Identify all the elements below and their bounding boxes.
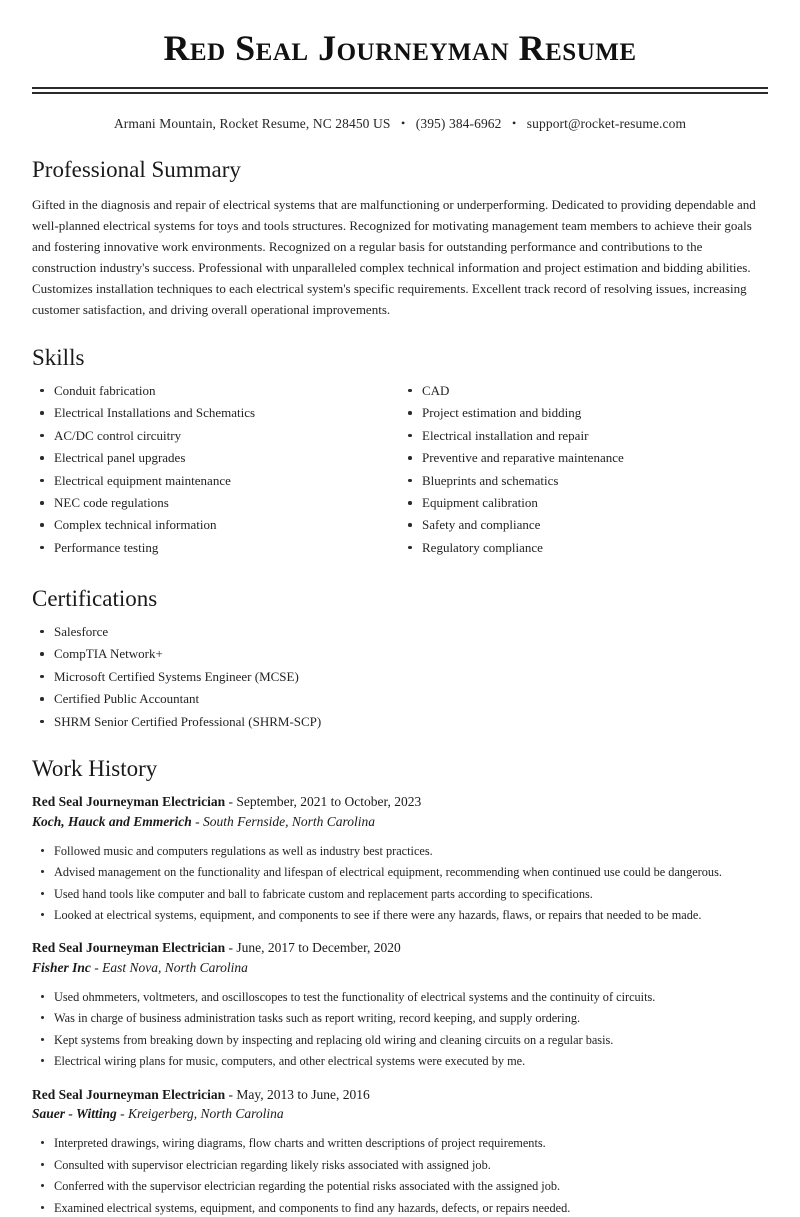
job-bullet-list	[32, 988, 768, 1071]
skills-list-left	[32, 382, 400, 557]
contact-separator-1: •	[400, 116, 406, 131]
work-history-list	[32, 792, 768, 1217]
work-history-entry	[32, 1085, 768, 1217]
list-item: Conferred with the supervisor electrician regarding the potential risks associated with the assigned job.	[32, 1177, 768, 1195]
contact-line	[32, 116, 768, 132]
job-company: Sauer - Witting	[32, 1106, 117, 1122]
contact-address: Armani Mountain, Rocket Resume, NC 28450 US	[113, 116, 391, 132]
job-bullet-list	[32, 1134, 768, 1217]
work-history-entry	[32, 792, 768, 924]
contact-email[interactable]: support@rocket-resume.com	[526, 116, 687, 132]
job-location: - East Nova, North Carolina	[90, 960, 248, 976]
list-item: Salesforce	[32, 623, 768, 641]
list-item: Regulatory compliance	[400, 539, 768, 557]
job-location: - South Fernside, North Carolina	[191, 813, 376, 829]
list-item: CompTIA Network+	[32, 645, 768, 663]
list-item: Followed music and computers regulations as well as industry best practices.	[32, 842, 768, 860]
list-item: NEC code regulations	[32, 494, 400, 512]
job-title-line	[32, 938, 768, 958]
list-item: Microsoft Certified Systems Engineer (MCSE)	[32, 668, 768, 686]
list-item: AC/DC control circuitry	[32, 427, 400, 445]
contact-phone: (395) 384-6962	[415, 116, 502, 132]
list-item: Conduit fabrication	[32, 382, 400, 400]
list-item: Preventive and reparative maintenance	[400, 449, 768, 467]
list-item: Electrical equipment maintenance	[32, 472, 400, 490]
list-item: Kept systems from breaking down by inspecting and replacing old wiring and cleaning circuits on a regular basis.	[32, 1031, 768, 1049]
header-divider	[32, 87, 768, 94]
list-item: Interpreted drawings, wiring diagrams, flow charts and written descriptions of project requirements.	[32, 1134, 768, 1152]
list-item: Certified Public Accountant	[32, 690, 768, 708]
skills-columns	[32, 382, 768, 562]
list-item: Looked at electrical systems, equipment, and components to see if there were any hazards, flaws, or repairs that needed to be made.	[32, 906, 768, 924]
job-location: - Kreigerberg, North Carolina	[116, 1106, 284, 1122]
skills-column-left	[32, 382, 400, 562]
list-item: Electrical wiring plans for music, computers, and other electrical systems were executed by me.	[32, 1052, 768, 1070]
job-company-line	[32, 812, 768, 833]
job-company-line	[32, 958, 768, 979]
summary-text: Gifted in the diagnosis and repair of electrical systems that are malfunctioning or underperforming. Dedicated to providing dependable and well-planned electrical systems for toys and tools structures. Recognized for motivating management team members to achieve their goals and fostering innovative work environments. Recognized on a regular basis for outstanding performance and contributions to the construction industry's success. Professional with unparalleled complex technical information and project estimation and bidding abilities. Customizes installation techniques to each electrical system's specific requirements. Excellent track record of resolving issues, increasing customer satisfaction, and driving overall operational improvements.	[32, 196, 756, 318]
section-heading-summary: Professional Summary	[32, 157, 241, 183]
list-item: Electrical installation and repair	[400, 427, 768, 445]
section-heading-work-history: Work History	[32, 755, 158, 781]
job-bullet-list	[32, 842, 768, 925]
work-history-entry	[32, 938, 768, 1070]
list-item: Complex technical information	[32, 516, 400, 534]
list-item: Safety and compliance	[400, 516, 768, 534]
job-title-line	[32, 792, 768, 812]
job-company: Fisher Inc	[32, 960, 91, 976]
job-title: Red Seal Journeyman Electrician	[32, 1086, 226, 1102]
list-item: Project estimation and bidding	[400, 404, 768, 422]
list-item: Examined electrical systems, equipment, and components to find any hazards, defects, or repairs needed.	[32, 1199, 768, 1217]
job-company-line	[32, 1104, 768, 1125]
list-item: Consulted with supervisor electrician regarding likely risks associated with assigned job.	[32, 1156, 768, 1174]
contact-separator-2: •	[512, 116, 517, 131]
list-item: Advised management on the functionality and lifespan of electrical equipment, recommending when continued use could be dangerous.	[32, 863, 768, 881]
list-item: Equipment calibration	[400, 494, 768, 512]
divider-rule-bottom	[32, 92, 768, 94]
list-item: SHRM Senior Certified Professional (SHRM-SCP)	[32, 713, 768, 731]
skills-column-right	[400, 382, 768, 562]
list-item: Blueprints and schematics	[400, 472, 768, 490]
resume-page	[0, 28, 800, 1217]
job-title: Red Seal Journeyman Electrician	[32, 794, 226, 810]
job-dates: - May, 2013 to June, 2016	[225, 1086, 370, 1102]
page-title: Red Seal Journeyman Resume	[163, 28, 637, 68]
job-dates: - September, 2021 to October, 2023	[225, 794, 422, 810]
list-item: Electrical panel upgrades	[32, 449, 400, 467]
list-item: Electrical Installations and Schematics	[32, 404, 400, 422]
job-dates: - June, 2017 to December, 2020	[225, 940, 401, 956]
list-item: Performance testing	[32, 539, 400, 557]
list-item: CAD	[400, 382, 768, 400]
list-item: Used ohmmeters, voltmeters, and oscilloscopes to test the functionality of electrical systems and the continuity of circuits.	[32, 988, 768, 1006]
job-title: Red Seal Journeyman Electrician	[32, 940, 226, 956]
section-heading-certifications: Certifications	[32, 586, 158, 612]
job-company: Koch, Hauck and Emmerich	[32, 813, 192, 829]
job-title-line	[32, 1085, 768, 1105]
certifications-list	[32, 623, 768, 731]
list-item: Was in charge of business administration tasks such as report writing, record keeping, and supply ordering.	[32, 1009, 768, 1027]
list-item: Used hand tools like computer and ball to fabricate custom and replacement parts according to specifications.	[32, 885, 768, 903]
skills-list-right	[400, 382, 768, 557]
section-heading-skills: Skills	[32, 345, 85, 371]
